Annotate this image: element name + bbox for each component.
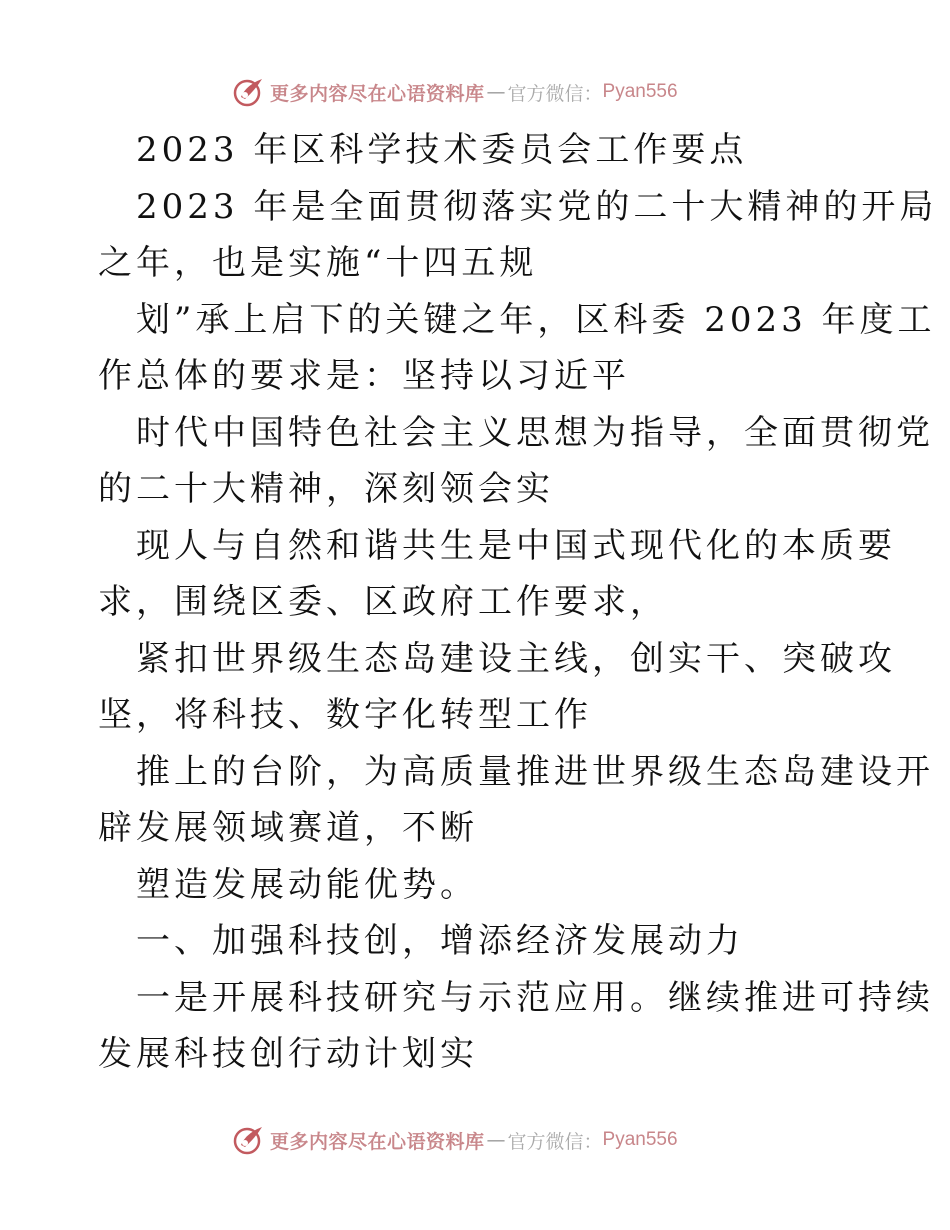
banner-separator: — (486, 81, 506, 103)
quill-logo-icon (232, 75, 266, 109)
banner-separator: — (486, 1129, 506, 1151)
banner-wechat-id: Pyan556 (602, 1129, 678, 1150)
text-line: 2023 年是全面贯彻落实党的二十大精神的开局 (136, 186, 938, 227)
text-line: 一是开展科技研究与示范应用。继续推进可持续 (136, 977, 934, 1018)
text-line: 之年，也是实施“十四五规 (98, 243, 538, 283)
text-line: 一、加强科技创，增添经济发展动力 (136, 921, 744, 961)
footer-watermark-banner (232, 1120, 678, 1160)
quill-logo-icon (232, 1123, 266, 1157)
banner-main-text: 更多内容尽在心语资料库 (270, 82, 485, 105)
text-line: 作总体的要求是：坚持以习近平 (98, 356, 630, 396)
text-line: 2023 年区科学技术委员会工作要点 (136, 130, 748, 170)
header-watermark-banner (232, 72, 678, 112)
text-line: 求，围绕区委、区政府工作要求， (98, 582, 668, 622)
text-line: 时代中国特色社会主义思想为指导，全面贯彻党 (136, 412, 934, 453)
banner-wechat-id: Pyan556 (602, 81, 678, 102)
banner-wechat-label: 官方微信： (507, 82, 603, 105)
text-line: 现人与自然和谐共生是中国式现代化的本质要 (136, 525, 896, 566)
text-line: 塑造发展动能优势。 (136, 864, 478, 905)
text-line: 推上的台阶，为高质量推进世界级生态岛建设开 (136, 751, 934, 792)
text-line: 的二十大精神，深刻领会实 (98, 469, 554, 509)
document-body (98, 122, 938, 1083)
banner-main-text: 更多内容尽在心语资料库 (270, 1130, 485, 1153)
text-line: 发展科技创行动计划实 (98, 1034, 478, 1074)
text-line: 紧扣世界级生态岛建设主线，创实干、突破攻 (136, 638, 896, 679)
text-line: 辟发展领域赛道，不断 (98, 808, 478, 848)
text-line: 坚，将科技、数字化转型工作 (98, 695, 592, 735)
banner-wechat-label: 官方微信： (507, 1130, 603, 1153)
text-line: 划”承上启下的关键之年，区科委 2023 年度工 (136, 299, 936, 340)
